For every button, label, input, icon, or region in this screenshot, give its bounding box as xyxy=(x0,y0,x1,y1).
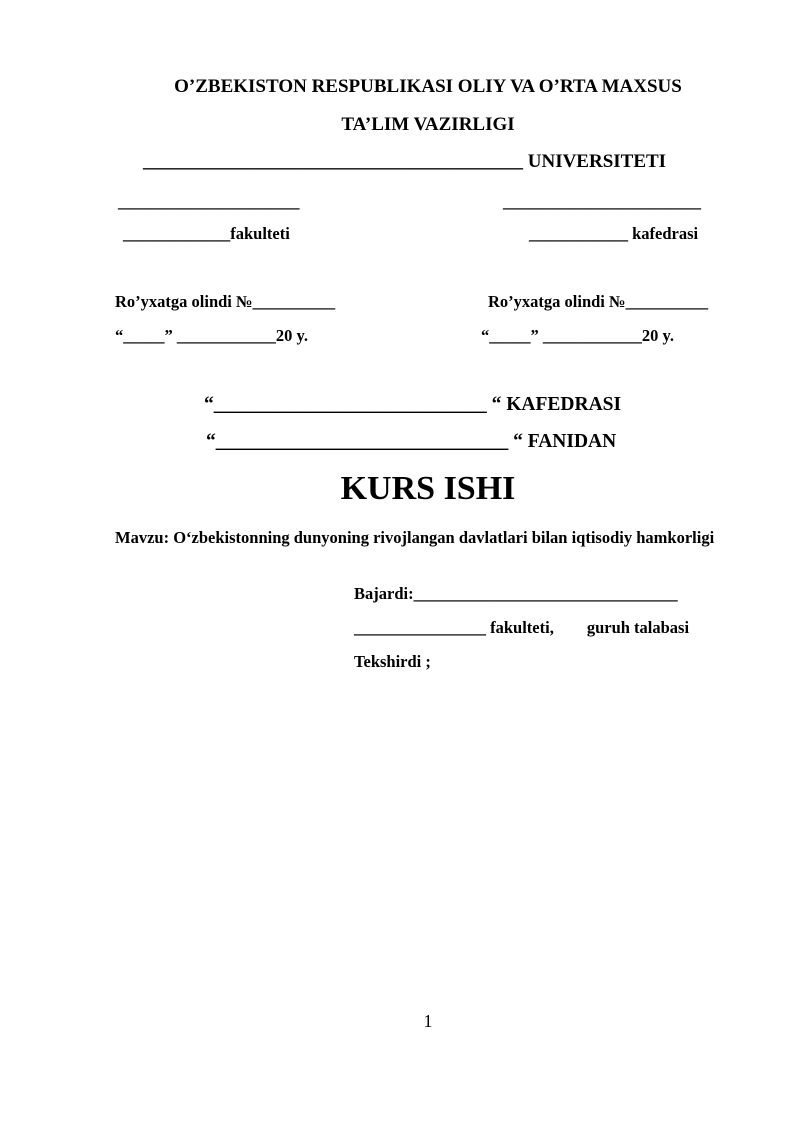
university-line: ________________________________________ UNIVERSITETI xyxy=(143,151,667,172)
page-number: 1 xyxy=(423,1011,433,1031)
faculty-group-line: ________________ fakulteti, guruh talabasi xyxy=(354,618,690,637)
topic: Mavzu: O‘zbekistonning dunyoning rivojlangan davlatlari bilan iqtisodiy hamkorligi xyxy=(115,528,715,547)
blank-line-right: ________________________ xyxy=(503,192,701,211)
faculty-line: _____________fakulteti xyxy=(123,224,290,243)
document-title: KURS ISHI xyxy=(340,470,516,507)
registration-left: Ro’yxatga olindi №__________ xyxy=(115,292,336,311)
department-line: ____________ kafedrasi xyxy=(529,224,699,243)
done-by-line: Bajardi:________________________________ xyxy=(354,584,678,603)
registration-right: Ro’yxatga olindi №__________ xyxy=(488,292,709,311)
registration-date-left: “_____” ____________20 y. xyxy=(115,326,308,345)
course-name-line: “______________________________ “ FANIDAN xyxy=(206,431,617,452)
ministry-line-1: O’ZBEKISTON RESPUBLIKASI OLIY VA O’RTA MAXSUS xyxy=(174,76,682,97)
department-name-line: “____________________________ “ KAFEDRASI xyxy=(204,394,622,415)
registration-date-right: “_____” ____________20 y. xyxy=(481,326,674,345)
checked-by-line: Tekshirdi ; xyxy=(354,652,431,671)
blank-line-left: ______________________ xyxy=(118,192,300,211)
ministry-line-2: TA’LIM VAZIRLIGI xyxy=(341,114,515,135)
